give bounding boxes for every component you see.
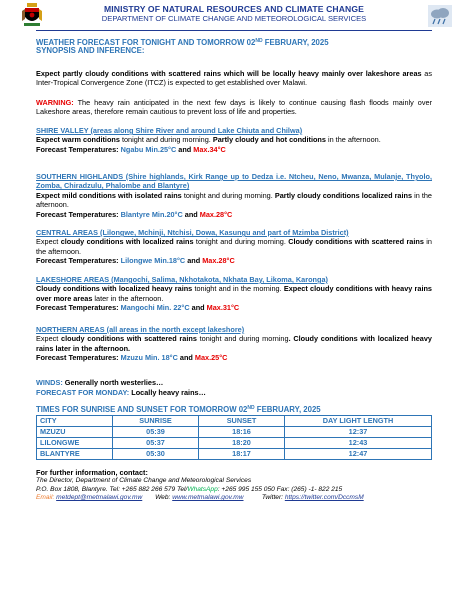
column-header-daylight: DAY LIGHT LENGTH bbox=[285, 416, 432, 427]
twitter-link[interactable]: https://twitter.com/DccmsM bbox=[284, 494, 364, 502]
warning-rest: Lakeshore areas, therefore remain cautious to prevent loss of life and properties. bbox=[36, 107, 297, 117]
region-temperatures bbox=[36, 210, 432, 219]
region-temperatures bbox=[36, 303, 432, 312]
sunset-cell: 18:20 bbox=[199, 438, 285, 449]
region-tonight: tonight and in the morning. bbox=[192, 284, 284, 294]
region-expect: Expect bbox=[36, 237, 61, 247]
region-southern-highlands bbox=[36, 172, 432, 219]
max-temperature: Max.25°C bbox=[194, 353, 228, 363]
title-text: WEATHER FORECAST FOR TONIGHT AND TOMORROW 02 bbox=[36, 38, 256, 47]
region-tonight: tonight and during morning bbox=[196, 334, 289, 344]
warning-paragraph bbox=[36, 98, 432, 117]
email-link[interactable]: metdept@metmalawi.gov.mw bbox=[56, 494, 143, 502]
twitter-label: Twitter: bbox=[261, 494, 285, 502]
region-heading: CENTRAL AREAS (Lilongwe, Mchinji, Ntchisi, Dowa, Kasungu and part of Mzimba District) bbox=[36, 228, 349, 237]
daylight-cell: 12:37 bbox=[285, 427, 432, 438]
table-row bbox=[37, 438, 432, 449]
monday-label: FORECAST FOR MONDAY: bbox=[36, 388, 132, 397]
sun-times-title bbox=[36, 405, 321, 414]
min-temperature: Mzuzu Min. 18°C bbox=[120, 353, 178, 363]
winds-line bbox=[36, 378, 432, 387]
synopsis-bold: Expect partly cloudy conditions with scattered rains which will be locally heavy mainly over lakeshore areas bbox=[36, 69, 422, 78]
sunrise-cell: 05:30 bbox=[113, 449, 199, 460]
whatsapp-label: WhatsApp bbox=[187, 485, 218, 493]
city-cell: BLANTYRE bbox=[37, 449, 113, 460]
city-cell: LILONGWE bbox=[37, 438, 113, 449]
warning-text: The heavy rain anticipated in the next few days is likely to continue causing flash floods mainly over bbox=[73, 98, 432, 107]
region-central-areas bbox=[36, 228, 432, 266]
region-lakeshore-areas bbox=[36, 275, 432, 313]
contact-links-line bbox=[36, 494, 436, 503]
max-temperature: Max.31°C bbox=[206, 303, 240, 313]
sun-times-title-date: FEBRUARY, 2025 bbox=[254, 405, 321, 414]
min-temperature: Mangochi Min. 22°C bbox=[120, 303, 190, 313]
temperature-label: Forecast Temperatures: bbox=[36, 353, 121, 363]
region-northern-areas bbox=[36, 325, 432, 363]
web-link[interactable]: www.metmalawi.gov.mw bbox=[172, 494, 244, 502]
sunset-cell: 18:17 bbox=[199, 449, 285, 460]
department-name: DEPARTMENT OF CLIMATE CHANGE AND METEOROLOGICAL SERVICES bbox=[101, 14, 367, 23]
monday-forecast-line bbox=[36, 388, 432, 397]
temperature-label: Forecast Temperatures: bbox=[36, 144, 121, 154]
synopsis-heading: SYNOPSIS AND INFERENCE: bbox=[36, 46, 145, 55]
sunrise-cell: 05:39 bbox=[113, 427, 199, 438]
temperature-and: and bbox=[189, 303, 207, 313]
temperature-and: and bbox=[177, 353, 195, 363]
region-afternoon-bold: Expect cloudy conditions with heavy rains over more areas bbox=[36, 284, 432, 303]
temperature-and: and bbox=[176, 144, 194, 154]
region-heading: NORTHERN AREAS (all areas in the north except lakeshore) bbox=[36, 325, 245, 334]
region-tonight-bold: Expect mild conditions with isolated rains bbox=[36, 190, 182, 200]
region-tonight-bold: Cloudy conditions with localized heavy rains bbox=[36, 284, 193, 294]
region-afternoon-bold: Cloudy conditions with scattered rains bbox=[288, 237, 424, 247]
region-temperatures bbox=[36, 145, 432, 154]
rain-cloud-icon bbox=[428, 5, 452, 27]
column-header-sunset: SUNSET bbox=[199, 416, 285, 427]
web-label: Web: bbox=[155, 494, 173, 502]
sunset-cell: 18:16 bbox=[199, 427, 285, 438]
warning-label: WARNING: bbox=[36, 98, 74, 107]
document-header bbox=[22, 3, 452, 31]
max-temperature: Max.34°C bbox=[193, 144, 226, 154]
region-shire-valley bbox=[36, 126, 432, 154]
sun-times-table bbox=[36, 415, 432, 460]
min-temperature: Ngabu Min.25°C bbox=[120, 144, 177, 154]
contact-director: The Director, Department of Climate Change and Meteorological Services bbox=[36, 477, 252, 484]
region-heading: SHIRE VALLEY (areas along Shire River and around Lake Chiuta and Chilwa) bbox=[36, 126, 303, 135]
contact-phone-line bbox=[36, 486, 436, 495]
region-tonight: tonight and during morning. bbox=[119, 135, 213, 145]
sun-times-title-superscript: ND bbox=[247, 405, 255, 411]
region-tonight-bold: Expect warm conditions bbox=[36, 135, 120, 145]
region-afternoon: in the afternoon. bbox=[36, 237, 432, 256]
title-date: FEBRUARY, 2025 bbox=[262, 38, 329, 47]
synopsis-rest: as Inter-Tropical Convergence Zone (ITCZ) is expected to get established over Malawi. bbox=[36, 69, 432, 88]
temperature-label: Forecast Temperatures: bbox=[36, 256, 121, 266]
min-temperature: Lilongwe Min.18°C bbox=[120, 256, 186, 266]
contact-block bbox=[36, 468, 436, 503]
coat-of-arms-icon bbox=[22, 3, 42, 27]
contact-heading: For further information, contact: bbox=[36, 468, 148, 477]
table-row bbox=[37, 449, 432, 460]
winds-label: WINDS: bbox=[36, 378, 65, 387]
region-temperatures bbox=[36, 256, 432, 265]
max-temperature: Max.28°C bbox=[199, 209, 233, 219]
region-temperatures bbox=[36, 353, 432, 362]
region-afternoon-bold: Partly cloudy and hot conditions bbox=[212, 135, 326, 145]
region-tonight: tonight and during morning. bbox=[181, 190, 275, 200]
region-afternoon: in the afternoon. bbox=[36, 190, 432, 210]
temperature-and: and bbox=[182, 209, 200, 219]
synopsis-paragraph bbox=[36, 69, 432, 88]
region-heading: SOUTHERN HIGHLANDS (Shire highlands, Kirk Range up to Dedza i.e. Ntcheu, Neno, Mwanza, Mulanje, Thyolo, Zomba, Chiradzulu, Phalombe and Blantyre) bbox=[36, 172, 432, 191]
winds-text: Generally north westerlies… bbox=[64, 378, 164, 387]
region-tonight-bold: cloudy conditions with scattered rains bbox=[61, 334, 197, 344]
daylight-cell: 12:43 bbox=[285, 438, 432, 449]
daylight-cell: 12:47 bbox=[285, 449, 432, 460]
temperature-and: and bbox=[185, 256, 203, 266]
contact-fax: : +265 995 155 050 Fax: (265) -1- 822 215 bbox=[217, 485, 343, 493]
region-afternoon-bold: Partly cloudy conditions localized rains bbox=[274, 190, 413, 200]
header-divider bbox=[36, 30, 432, 31]
min-temperature: Blantyre Min.20°C bbox=[120, 209, 183, 219]
title-superscript: ND bbox=[255, 38, 263, 44]
region-tonight: tonight and during morning. bbox=[193, 237, 289, 247]
ministry-name: MINISTRY OF NATURAL RESOURCES AND CLIMATE CHANGE bbox=[104, 4, 364, 14]
temperature-label: Forecast Temperatures: bbox=[36, 303, 121, 313]
monday-text: Locally heavy rains… bbox=[131, 388, 206, 397]
table-header-row bbox=[37, 416, 432, 427]
city-cell: MZUZU bbox=[37, 427, 113, 438]
sun-times-title-text: TIMES FOR SUNRISE AND SUNSET FOR TOMORROW 02 bbox=[36, 405, 248, 414]
region-heading: LAKESHORE AREAS (Mangochi, Salima, Nkhotakota, Nkhata Bay, Likoma, Karonga) bbox=[36, 275, 328, 284]
region-afternoon: in the afternoon. bbox=[325, 135, 381, 145]
temperature-label: Forecast Temperatures: bbox=[36, 209, 121, 219]
max-temperature: Max.28°C bbox=[202, 256, 235, 266]
region-afternoon-bold: . Cloudy conditions with localized heavy rains later in the afternoon. bbox=[36, 334, 432, 353]
email-label: Email: bbox=[36, 494, 57, 502]
column-header-sunrise: SUNRISE bbox=[113, 416, 199, 427]
region-expect: Expect bbox=[36, 334, 62, 344]
table-row bbox=[37, 427, 432, 438]
region-afternoon: later in the afternoon. bbox=[92, 293, 164, 303]
contact-address: P.O. Box 1808, Blantyre. Tel: +265 882 266 579 Tel/ bbox=[36, 485, 188, 493]
region-tonight-bold: cloudy conditions with localized rains bbox=[60, 237, 194, 247]
sunrise-cell: 05:37 bbox=[113, 438, 199, 449]
column-header-city: CITY bbox=[37, 416, 113, 427]
